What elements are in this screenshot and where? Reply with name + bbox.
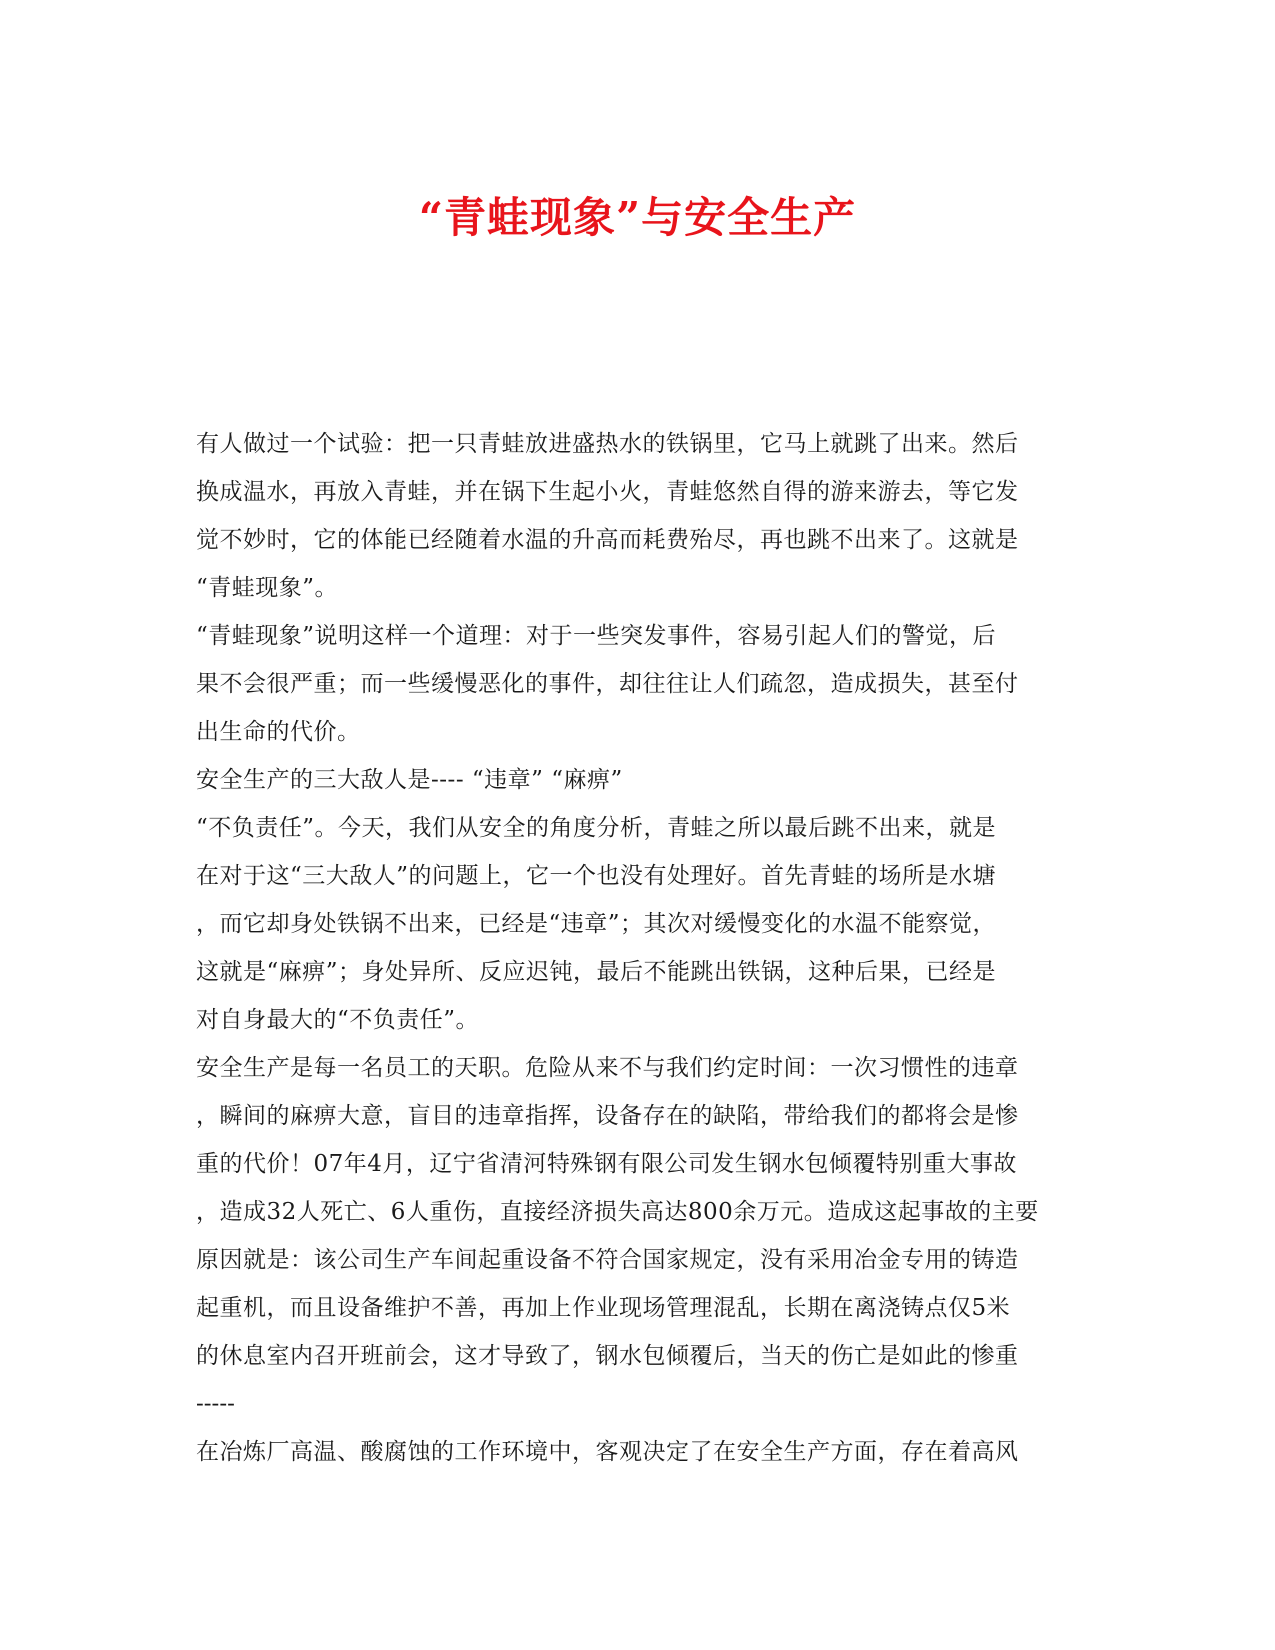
text-line: “不负责任”。今天，我们从安全的角度分析，青蛙之所以最后跳不出来，就是 [196, 815, 997, 841]
text-line: 重的代价！07年4月，辽宁省清河特殊钢有限公司发生钢水包倾覆特别重大事故 [196, 1151, 1017, 1177]
text-line: ，造成32人死亡、6人重伤，直接经济损失高达800余万元。造成这起事故的主要 [196, 1199, 1039, 1225]
text-line: 原因就是：该公司生产车间起重设备不符合国家规定，没有采用冶金专用的铸造 [196, 1247, 1019, 1273]
text-line: 对自身最大的“不负责任”。 [196, 1007, 480, 1033]
text-line: 果不会很严重；而一些缓慢恶化的事件，却往往让人们疏忽，造成损失，甚至付 [196, 671, 1019, 697]
text-line: 换成温水，再放入青蛙，并在锅下生起小火，青蛙悠然自得的游来游去，等它发 [196, 479, 1019, 505]
text-line: ，而它却身处铁锅不出来，已经是“违章”；其次对缓慢变化的水温不能察觉， [196, 911, 997, 937]
text-line: ----- [196, 1391, 235, 1417]
text-line: “青蛙现象”。 [196, 575, 339, 601]
text-line: 这就是“麻痹”；身处异所、反应迟钝，最后不能跳出铁锅，这种后果，已经是 [196, 959, 997, 985]
page-title: “青蛙现象”与安全生产 [418, 193, 857, 243]
text-line: 觉不妙时，它的体能已经随着水温的升高而耗费殆尽，再也跳不出来了。这就是 [196, 527, 1019, 553]
text-line: “青蛙现象”说明这样一个道理：对于一些突发事件，容易引起人们的警觉，后 [196, 623, 997, 649]
text-line: 的休息室内召开班前会，这才导致了，钢水包倾覆后，当天的伤亡是如此的惨重 [196, 1343, 1019, 1369]
text-line: 有人做过一个试验：把一只青蛙放进盛热水的铁锅里，它马上就跳了出来。然后 [196, 431, 1019, 457]
text-line: ，瞬间的麻痹大意，盲目的违章指挥，设备存在的缺陷，带给我们的都将会是惨 [196, 1103, 1019, 1129]
text-line: 安全生产的三大敌人是---- “违章” “麻痹” [196, 767, 623, 793]
text-line: 在对于这“三大敌人”的问题上，它一个也没有处理好。首先青蛙的场所是水塘 [196, 863, 997, 889]
text-line: 在冶炼厂高温、酸腐蚀的工作环境中，客观决定了在安全生产方面，存在着高风 [196, 1439, 1019, 1465]
text-line: 出生命的代价。 [196, 719, 361, 745]
text-line: 安全生产是每一名员工的天职。危险从来不与我们约定时间：一次习惯性的违章 [196, 1055, 1019, 1081]
body-text [196, 420, 1076, 1476]
text-line: 起重机，而且设备维护不善，再加上作业现场管理混乱，长期在离浇铸点仅5米 [196, 1295, 1011, 1321]
